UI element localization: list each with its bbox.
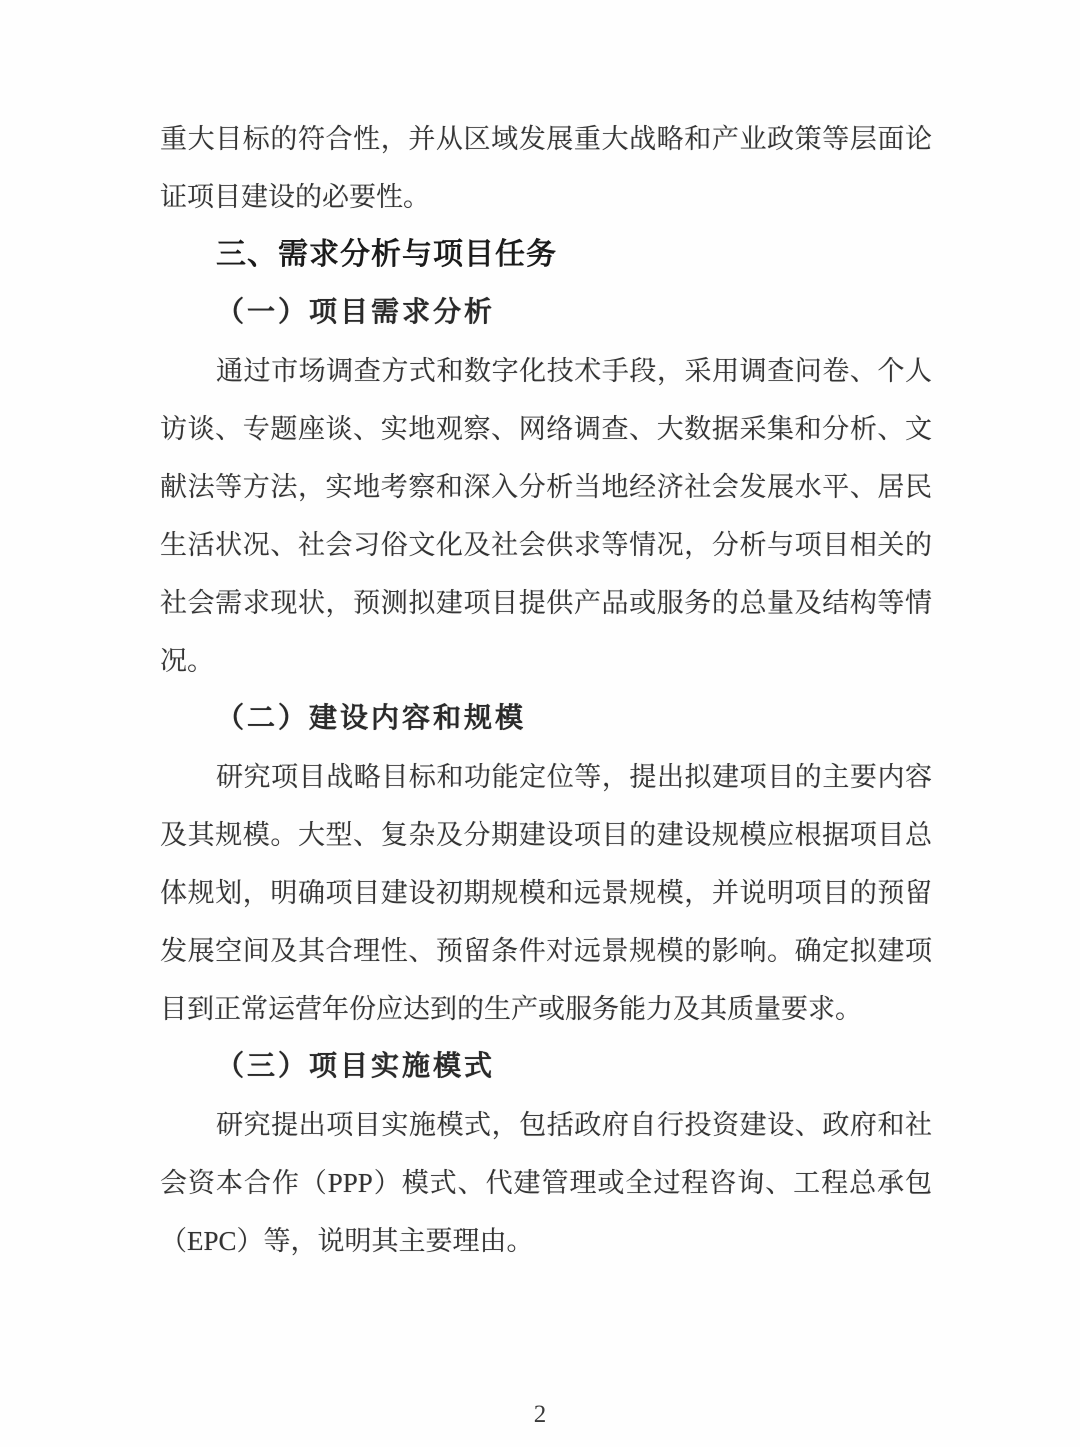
text-line: 通过市场调查方式和数字化技术手段，采用调查问卷、个人 <box>216 356 932 386</box>
text-line: 研究项目战略目标和功能定位等，提出拟建项目的主要内容 <box>216 762 932 792</box>
section-heading: 三、需求分析与项目任务 <box>216 238 557 271</box>
text-line: 及其规模。大型、复杂及分期建设项目的建设规模应根据项目总 <box>160 820 932 850</box>
paragraph-implementation-mode <box>160 1096 932 1270</box>
paragraph-continuation <box>160 110 932 226</box>
text-line: 社会需求现状，预测拟建项目提供产品或服务的总量及结构等情 <box>160 588 932 618</box>
text-line: 会资本合作（PPP）模式、代建管理或全过程咨询、工程总承包 <box>160 1168 932 1198</box>
text-line: 重大目标的符合性，并从区域发展重大战略和产业政策等层面论 <box>160 124 932 154</box>
text-line: 体规划，明确项目建设初期规模和远景规模，并说明项目的预留 <box>160 878 932 908</box>
text-line: 献法等方法，实地考察和深入分析当地经济社会发展水平、居民 <box>160 472 932 502</box>
text-line: 生活状况、社会习俗文化及社会供求等情况，分析与项目相关的 <box>160 530 932 560</box>
text-line: 况。 <box>160 646 214 676</box>
text-line: 证项目建设的必要性。 <box>160 182 430 212</box>
page-number: 2 <box>533 1401 547 1428</box>
paragraph-demand-analysis <box>160 342 932 690</box>
subsection-heading-construction-scope: （二）建设内容和规模 <box>216 703 527 734</box>
text-line: 访谈、专题座谈、实地观察、网络调查、大数据采集和分析、文 <box>160 414 932 444</box>
text-line: 研究提出项目实施模式，包括政府自行投资建设、政府和社 <box>216 1110 932 1140</box>
text-line: 目到正常运营年份应达到的生产或服务能力及其质量要求。 <box>160 994 862 1024</box>
paragraph-construction-scope <box>160 748 932 1038</box>
text-line: 发展空间及其合理性、预留条件对远景规模的影响。确定拟建项 <box>160 936 932 966</box>
subsection-heading-demand-analysis: （一）项目需求分析 <box>216 297 496 328</box>
subsection-heading-implementation-mode: （三）项目实施模式 <box>216 1051 496 1082</box>
text-block <box>160 110 932 1270</box>
text-line: （EPC）等，说明其主要理由。 <box>160 1226 534 1256</box>
